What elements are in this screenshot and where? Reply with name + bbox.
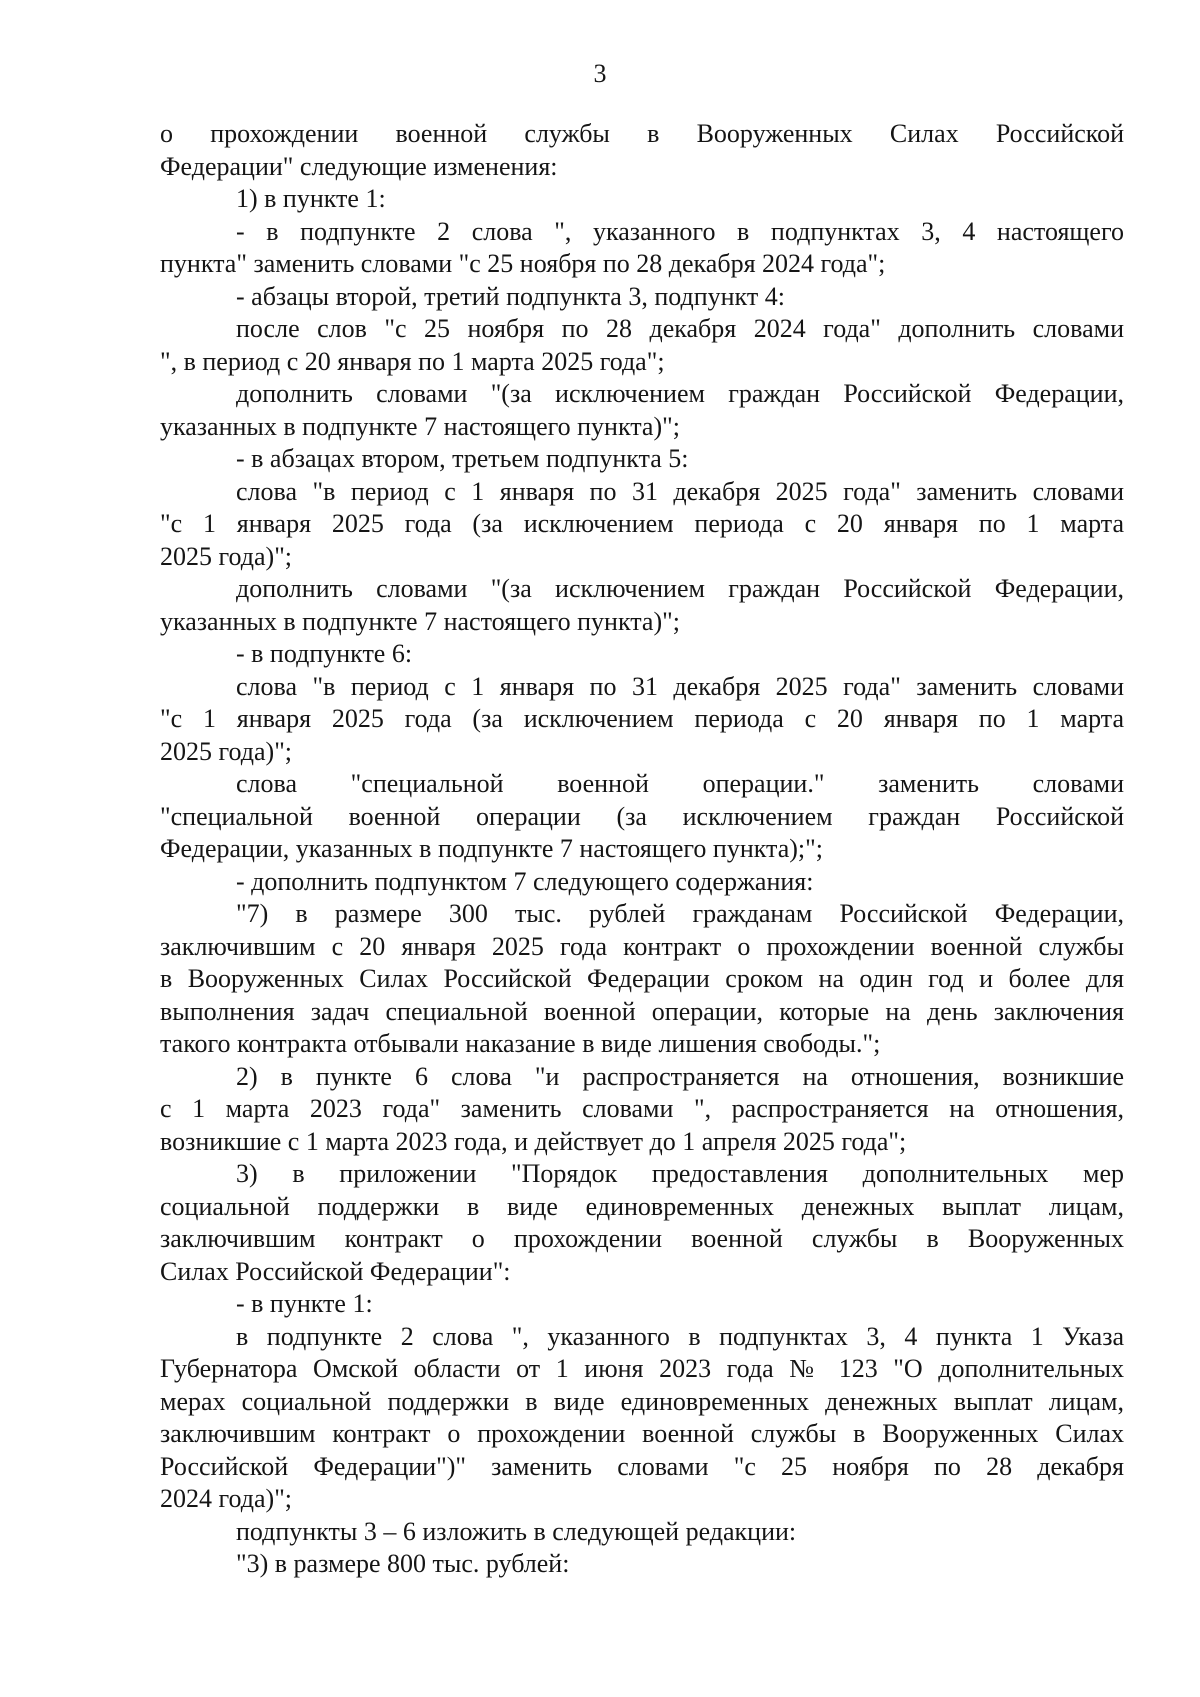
text-line: Силах Российской Федерации": bbox=[160, 1256, 511, 1286]
text-line: 2) в пункте 6 слова "и распространяется на отношения, возникшие bbox=[236, 1061, 1124, 1091]
text-line: "с 1 января 2025 года (за исключением периода с 20 января по 1 марта bbox=[160, 704, 1124, 733]
text-line: - дополнить подпунктом 7 следующего содержания: bbox=[236, 866, 814, 896]
text-line: выполнения задач специальной военной операции, которые на день заключения bbox=[160, 996, 1124, 1026]
text-line: - в подпункте 6: bbox=[236, 639, 413, 668]
text-line: социальной поддержки в виде единовременных денежных выплат лицам, bbox=[160, 1191, 1124, 1221]
text-line: дополнить словами "(за исключением граждан Российской Федерации, bbox=[236, 574, 1124, 603]
text-line: слова "специальной военной операции." заменить словами bbox=[236, 769, 1124, 798]
text-line: указанных в подпункте 7 настоящего пункта)"; bbox=[160, 606, 680, 636]
text-line: - в подпункте 2 слова ", указанного в подпунктах 3, 4 настоящего bbox=[236, 216, 1124, 246]
text-line: "с 1 января 2025 года (за исключением периода с 20 января по 1 марта bbox=[160, 509, 1124, 538]
text-line: указанных в подпункте 7 настоящего пункта)"; bbox=[160, 411, 680, 441]
text-line: после слов "с 25 ноября по 28 декабря 2024 года" дополнить словами bbox=[236, 314, 1124, 343]
text-line: ", в период с 20 января по 1 марта 2025 года"; bbox=[160, 346, 665, 376]
text-line: с 1 марта 2023 года" заменить словами ", распространяется на отношения, bbox=[160, 1094, 1124, 1123]
text-line: заключившим контракт о прохождении военной службы в Вооруженных bbox=[160, 1224, 1124, 1253]
text-line: дополнить словами "(за исключением граждан Российской Федерации, bbox=[236, 379, 1124, 408]
text-line: слова "в период с 1 января по 31 декабря 2025 года" заменить словами bbox=[236, 671, 1124, 701]
text-line: 2025 года)"; bbox=[160, 541, 293, 571]
text-line: слова "в период с 1 января по 31 декабря 2025 года" заменить словами bbox=[236, 476, 1124, 506]
text-line: 3) в приложении "Порядок предоставления дополнительных мер bbox=[236, 1159, 1124, 1188]
page-number: 3 bbox=[593, 59, 607, 88]
text-line: Федерации" следующие изменения: bbox=[160, 151, 558, 181]
text-line: в подпункте 2 слова ", указанного в подпунктах 3, 4 пункта 1 Указа bbox=[236, 1321, 1124, 1351]
text-line: заключившим с 20 января 2025 года контракт о прохождении военной службы bbox=[160, 931, 1124, 961]
text-line: 2025 года)"; bbox=[160, 736, 293, 766]
text-line: мерах социальной поддержки в виде единовременных денежных выплат лицам, bbox=[160, 1386, 1124, 1416]
text-line: заключившим контракт о прохождении военной службы в Вооруженных Силах bbox=[160, 1419, 1124, 1448]
text-line: "специальной военной операции (за исключением граждан Российской bbox=[160, 801, 1124, 831]
text-line: 2024 года)"; bbox=[160, 1484, 293, 1513]
text-line: 1) в пункте 1: bbox=[236, 184, 386, 213]
text-line: пункта" заменить словами "с 25 ноября по 28 декабря 2024 года"; bbox=[160, 249, 886, 278]
text-line: "3) в размере 800 тыс. рублей: bbox=[236, 1549, 570, 1578]
text-line: Губернатора Омской области от 1 июня 2023 года № 123 "О дополнительных bbox=[160, 1354, 1124, 1383]
text-line: - в абзацах втором, третьем подпункта 5: bbox=[236, 444, 689, 473]
text-line: - в пункте 1: bbox=[236, 1289, 373, 1318]
text-line: о прохождении военной службы в Вооруженных Силах Российской bbox=[160, 119, 1124, 148]
document-body bbox=[160, 118, 1124, 1581]
text-line: такого контракта отбывали наказание в виде лишения свободы."; bbox=[160, 1029, 881, 1058]
text-line: "7) в размере 300 тыс. рублей гражданам Российской Федерации, bbox=[236, 899, 1124, 928]
text-line: Федерации, указанных в подпункте 7 настоящего пункта);"; bbox=[160, 834, 823, 863]
text-line: в Вооруженных Силах Российской Федерации сроком на один год и более для bbox=[160, 964, 1124, 993]
text-line: - абзацы второй, третий подпункта 3, подпункт 4: bbox=[236, 281, 785, 311]
text-line: возникшие с 1 марта 2023 года, и действует до 1 апреля 2025 года"; bbox=[160, 1126, 907, 1156]
text-line: Российской Федерации")" заменить словами "с 25 ноября по 28 декабря bbox=[160, 1451, 1124, 1481]
text-line: подпункты 3 – 6 изложить в следующей редакции: bbox=[236, 1516, 797, 1546]
